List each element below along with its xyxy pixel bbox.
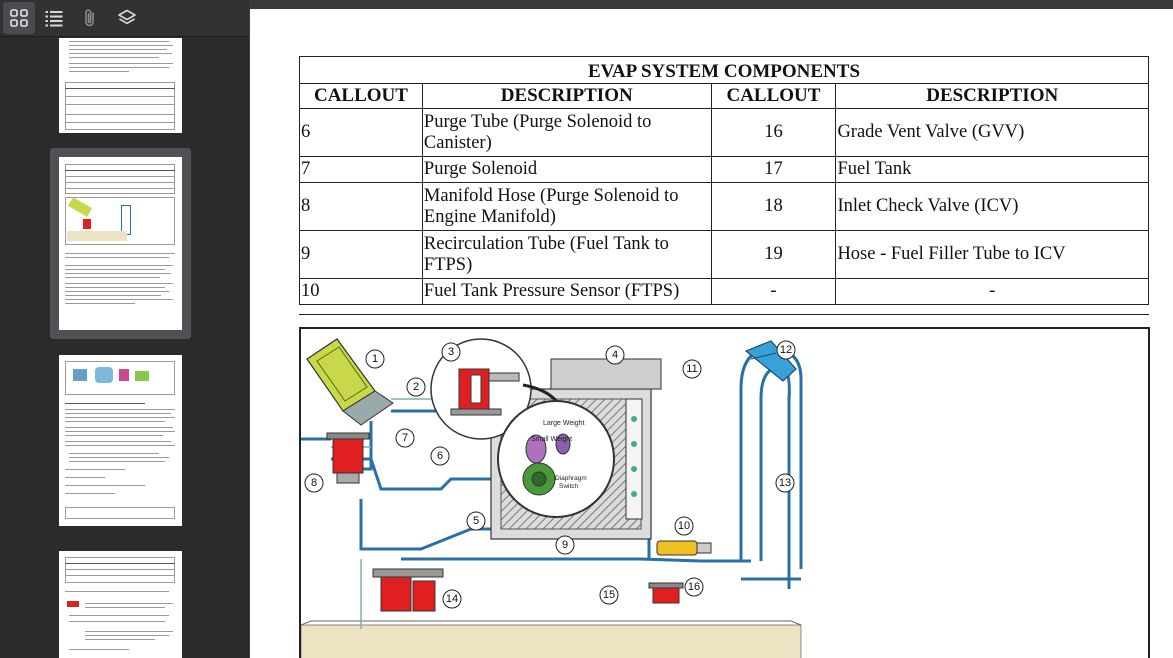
- header-callout-1: CALLOUT: [300, 84, 423, 109]
- grid-icon: [9, 8, 29, 28]
- svg-text:12: 12: [779, 344, 793, 356]
- table-row: [300, 157, 1149, 183]
- callout-6: [431, 447, 449, 465]
- callout-cell: -: [711, 279, 836, 305]
- purge-solenoid: [327, 433, 369, 483]
- list-icon: [44, 8, 64, 28]
- svg-text:6: 6: [436, 450, 444, 462]
- pdf-page: [250, 9, 1173, 658]
- svg-text:16: 16: [687, 581, 701, 593]
- thumbnails-view-button[interactable]: [3, 2, 35, 34]
- svg-text:2: 2: [412, 381, 420, 393]
- description-cell: Purge Tube (Purge Solenoid to Canister): [422, 109, 711, 157]
- header-description-1: DESCRIPTION: [422, 84, 711, 109]
- page-thumbnail-1[interactable]: [59, 38, 182, 133]
- table-title: EVAP SYSTEM COMPONENTS: [300, 57, 1149, 84]
- callout-1: [366, 350, 384, 368]
- callout-cell: 7: [300, 157, 423, 183]
- svg-text:10: 10: [677, 520, 691, 532]
- header-callout-2: CALLOUT: [711, 84, 836, 109]
- page-thumbnail-2[interactable]: [59, 157, 182, 330]
- callout-cell: 8: [300, 183, 423, 231]
- vent-valves: [626, 399, 642, 519]
- svg-text:4: 4: [611, 349, 619, 361]
- svg-text:13: 13: [778, 477, 792, 489]
- fuel-tank-pressure-sensor: [657, 541, 711, 555]
- svg-text:9: 9: [561, 539, 569, 551]
- table-bottom-rule: [299, 314, 1149, 315]
- svg-text:15: 15: [602, 589, 616, 601]
- evap-components-table: [299, 56, 1149, 305]
- callout-cell: 10: [300, 279, 423, 305]
- callout-cell: 18: [711, 183, 836, 231]
- description-cell: Hose - Fuel Filler Tube to ICV: [836, 231, 1149, 279]
- layers-view-button[interactable]: [111, 2, 143, 34]
- label-small-weight: Small Weight: [531, 436, 573, 443]
- callout-2: [407, 378, 425, 396]
- callout-9: [556, 536, 574, 554]
- callout-cell: 9: [300, 231, 423, 279]
- svg-text:7: 7: [401, 432, 409, 444]
- table-row: [300, 231, 1149, 279]
- callout-11: [683, 360, 701, 378]
- table-row: [300, 279, 1149, 305]
- callout-3: [442, 343, 460, 361]
- callout-8: [305, 474, 323, 492]
- callout-cell: 19: [711, 231, 836, 279]
- evap-system-diagram: [299, 327, 1150, 658]
- label-switch: Switch: [559, 483, 579, 490]
- callout-cell: 17: [711, 157, 836, 183]
- description-cell: Fuel Tank Pressure Sensor (FTPS): [422, 279, 711, 305]
- callout-cell: 16: [711, 109, 836, 157]
- description-cell: Grade Vent Valve (GVV): [836, 109, 1149, 157]
- callout-7: [396, 429, 414, 447]
- callout-14: [443, 590, 461, 608]
- tank-valves: [373, 569, 443, 611]
- detail-bubble-weights: [498, 401, 614, 517]
- svg-text:1: 1: [371, 353, 379, 365]
- svg-text:5: 5: [472, 515, 480, 527]
- description-cell: -: [836, 279, 1149, 305]
- grade-vent-valve: [649, 583, 683, 603]
- page-thumbnail-3[interactable]: [59, 355, 182, 526]
- sidebar-toolbar: [0, 0, 249, 37]
- description-cell: Recirculation Tube (Fuel Tank to FTPS): [422, 231, 711, 279]
- svg-text:3: 3: [447, 346, 455, 358]
- table-row: [300, 109, 1149, 157]
- callout-15: [600, 586, 618, 604]
- svg-text:11: 11: [686, 363, 698, 375]
- page-thumbnail-4[interactable]: [59, 551, 182, 658]
- callout-4: [606, 346, 624, 364]
- svg-text:8: 8: [310, 477, 318, 489]
- label-diaphragm: Diaphragm: [555, 475, 587, 482]
- svg-text:14: 14: [445, 593, 459, 605]
- description-cell: Purge Solenoid: [422, 157, 711, 183]
- document-viewport[interactable]: [249, 0, 1173, 658]
- outline-view-button[interactable]: [38, 2, 70, 34]
- layers-icon: [117, 8, 137, 28]
- callout-13: [776, 474, 794, 492]
- label-large-weight: Large Weight: [543, 420, 585, 427]
- table-row: [300, 183, 1149, 231]
- callout-16: [685, 578, 703, 596]
- attachments-view-button[interactable]: [74, 2, 106, 34]
- description-cell: Fuel Tank: [836, 157, 1149, 183]
- callout-5: [467, 512, 485, 530]
- header-description-2: DESCRIPTION: [836, 84, 1149, 109]
- description-cell: Manifold Hose (Purge Solenoid to Engine Manifold): [422, 183, 711, 231]
- fuel-tank: [301, 625, 801, 658]
- paperclip-icon: [80, 8, 100, 28]
- callout-cell: 6: [300, 109, 423, 157]
- description-cell: Inlet Check Valve (ICV): [836, 183, 1149, 231]
- thumbnail-sidebar: [0, 0, 249, 658]
- callout-12: [777, 341, 795, 359]
- callout-10: [675, 517, 693, 535]
- diagram-illustration: [301, 329, 1150, 658]
